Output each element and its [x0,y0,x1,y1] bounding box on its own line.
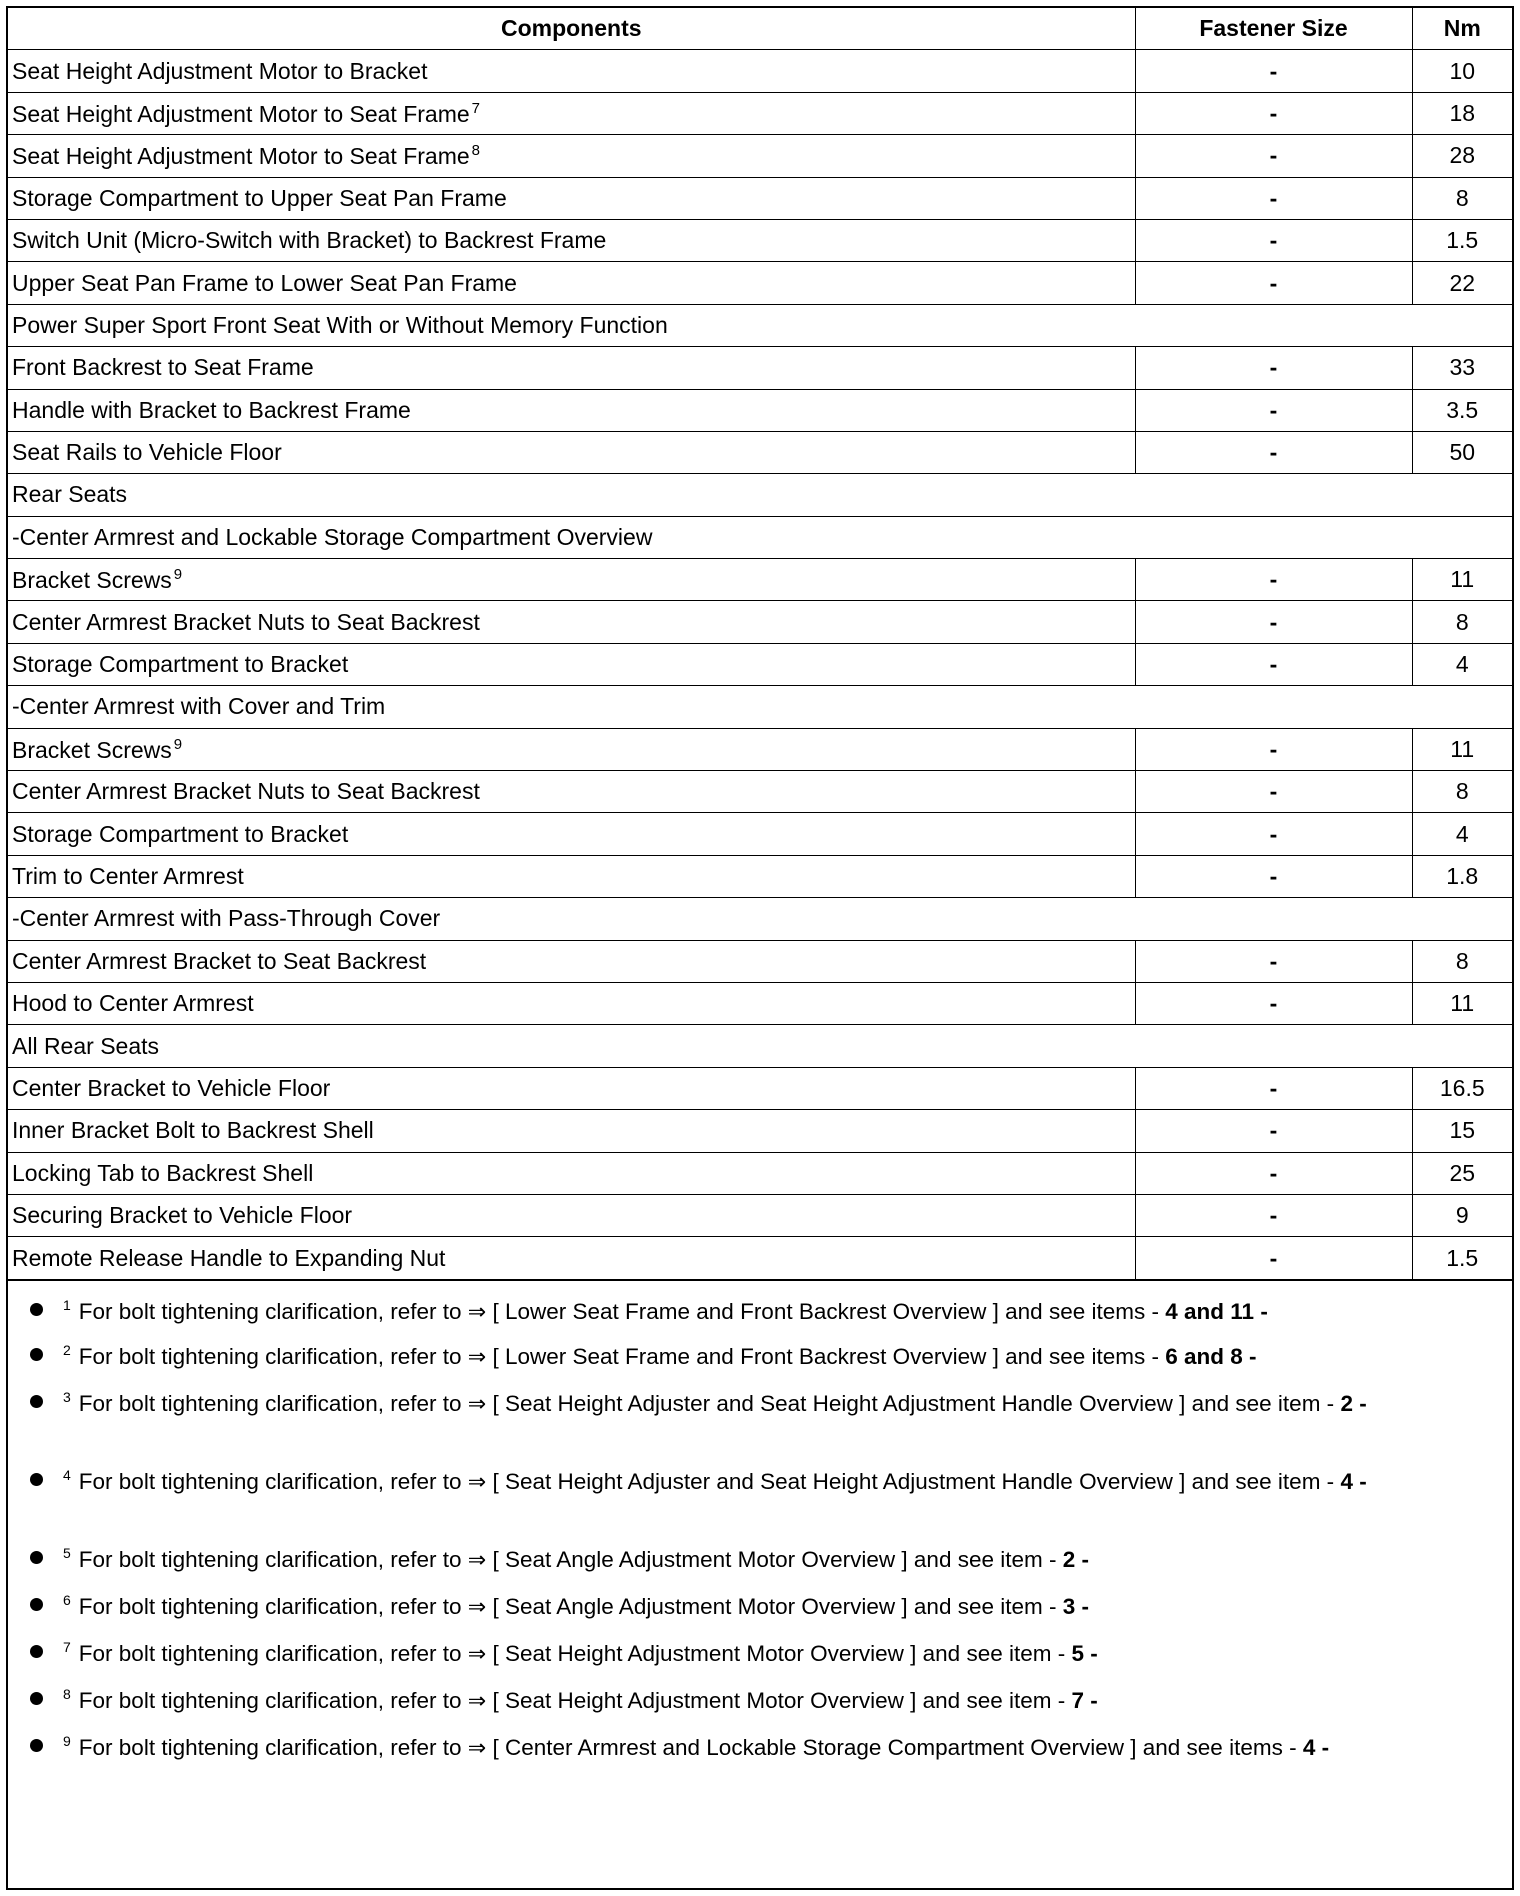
section-row [8,686,1512,728]
fastener-size-cell: - [1135,92,1412,134]
section-title [8,686,1512,728]
fastener-size-cell: - [1135,50,1412,92]
footnote-text: For bolt tightening clarification, refer to [78,1734,462,1760]
component-cell [8,1152,1135,1194]
footnote-item [8,1328,1512,1375]
footnote-see-text: and see items - [1005,1298,1159,1324]
footnote-item [8,1531,1512,1578]
footnote-number: 7 [63,1638,71,1655]
footnote-number: 3 [63,1388,71,1405]
footnote-link[interactable]: [ Center Armrest and Lockable Storage Compartment Overview ] [492,1734,1137,1760]
fastener-size-cell: - [1135,940,1412,982]
section-row [8,304,1512,346]
table-row [8,262,1512,304]
component-name: Locking Tab to Backrest Shell [12,1159,314,1186]
footnote-link[interactable]: [ Seat Height Adjuster and Seat Height Adjustment Handle Overview ] [492,1390,1186,1416]
torque-value-cell: 1.5 [1412,1237,1512,1279]
component-name: Trim to Center Armrest [12,863,244,889]
section-row [8,1025,1512,1067]
torque-value-cell: 25 [1412,1152,1512,1194]
torque-value-cell: 4 [1412,643,1512,685]
component-cell [8,559,1135,601]
footnote-end: - [1090,1687,1098,1713]
component-name: Front Backrest to Seat Frame [12,354,314,381]
component-cell [8,431,1135,473]
link-arrow-icon: ⇒ [467,1734,487,1760]
fastener-size-cell: - [1135,219,1412,261]
component-name: Power Super Sport Front Seat With or Without Memory Function [12,311,668,338]
torque-value-cell: 1.5 [1412,219,1512,261]
component-name: Switch Unit (Micro-Switch with Bracket) to Backrest Frame [12,227,607,254]
component-name: Bracket Screws [12,736,172,763]
table-body [8,50,1512,1279]
footnote-see-text: and see items - [1142,1734,1297,1760]
footnote-number: 8 [63,1685,71,1702]
torque-spec-sheet [6,6,1514,1890]
section-row [8,474,1512,516]
table-row [8,1067,1512,1109]
section-title [8,516,1512,558]
torque-value-cell: 50 [1412,431,1512,473]
footnote-marker: 9 [173,735,183,753]
component-name: -Center Armrest and Lockable Storage Compartment Overview [12,523,653,550]
table-row [8,1152,1512,1194]
footnote-end: - [1359,1468,1367,1494]
component-cell [8,262,1135,304]
fastener-size-cell: - [1135,347,1412,389]
footnote-items: 7 [1071,1687,1085,1713]
table-row [8,1194,1512,1236]
component-cell [8,940,1135,982]
component-name: -Center Armrest with Cover and Trim [12,693,386,720]
component-name: Storage Compartment to Bracket [12,820,349,847]
torque-value-cell: 28 [1412,135,1512,177]
link-arrow-icon: ⇒ [467,1640,487,1666]
table-row [8,347,1512,389]
header-components: Components [8,8,1135,50]
component-cell [8,643,1135,685]
link-arrow-icon: ⇒ [467,1593,487,1619]
table-row [8,50,1512,92]
table-row [8,813,1512,855]
table-header-row [8,8,1512,50]
footnote-see-text: and see items - [1005,1343,1159,1369]
footnote-items: 4 [1340,1468,1353,1494]
footnote-number: 5 [63,1544,71,1561]
footnote-text: For bolt tightening clarification, refer to [78,1343,462,1369]
footnote-text: For bolt tightening clarification, refer to [78,1546,462,1572]
torque-value-cell: 8 [1412,601,1512,643]
section-row [8,516,1512,558]
footnote-item [8,1375,1512,1453]
component-name: Securing Bracket to Vehicle Floor [12,1202,353,1229]
component-name: -Center Armrest with Pass-Through Cover [12,905,441,932]
component-cell [8,601,1135,643]
footnote-marker: 7 [471,99,481,117]
table-row [8,601,1512,643]
torque-value-cell: 16.5 [1412,1067,1512,1109]
footnote-link[interactable]: [ Lower Seat Frame and Front Backrest Overview ] [492,1343,999,1369]
table-row [8,771,1512,813]
table-row [8,559,1512,601]
footnote-text: For bolt tightening clarification, refer to [78,1298,462,1324]
fastener-size-cell: - [1135,431,1412,473]
footnote-text: For bolt tightening clarification, refer to [78,1640,462,1666]
component-cell [8,219,1135,261]
torque-value-cell: 8 [1412,771,1512,813]
link-arrow-icon: ⇒ [467,1468,487,1494]
section-title [8,474,1512,516]
footnote-link[interactable]: [ Seat Angle Adjustment Motor Overview ] [492,1593,908,1619]
footnote-end: - [1249,1343,1257,1369]
bullet-icon [30,1395,43,1408]
footnote-items: 2 [1062,1546,1076,1572]
table-row [8,728,1512,770]
footnote-item [8,1453,1512,1531]
link-arrow-icon: ⇒ [467,1343,487,1369]
component-cell [8,92,1135,134]
footnote-link[interactable]: [ Seat Angle Adjustment Motor Overview ] [492,1546,908,1572]
footnote-text: For bolt tightening clarification, refer to [78,1687,462,1713]
section-row [8,898,1512,940]
table-row [8,431,1512,473]
table-row [8,1110,1512,1152]
component-cell [8,177,1135,219]
footnote-item [8,1625,1512,1672]
footnote-text: For bolt tightening clarification, refer to [78,1468,462,1494]
torque-value-cell: 1.8 [1412,855,1512,897]
torque-value-cell: 15 [1412,1110,1512,1152]
fastener-size-cell: - [1135,1237,1412,1279]
footnote-see-text: and see item - [913,1546,1057,1572]
section-title [8,304,1512,346]
table-row [8,177,1512,219]
footnote-item [8,1281,1512,1328]
component-name: All Rear Seats [12,1032,160,1059]
footnote-number: 9 [63,1732,71,1749]
header-fastener-size: Fastener Size [1135,8,1412,50]
torque-table [8,8,1512,1280]
component-cell [8,1194,1135,1236]
table-row [8,982,1512,1024]
fastener-size-cell: - [1135,982,1412,1024]
footnote-end: - [1081,1546,1090,1572]
table-row [8,643,1512,685]
torque-value-cell: 11 [1412,728,1512,770]
bullet-icon [30,1303,43,1316]
component-name: Seat Height Adjustment Motor to Seat Frame [12,143,470,170]
bullet-icon [30,1739,43,1752]
footnote-number: 6 [63,1591,71,1608]
footnote-list [8,1280,1512,1766]
footnote-marker: 8 [471,142,481,160]
fastener-size-cell: - [1135,601,1412,643]
component-cell [8,50,1135,92]
footnote-item [8,1672,1512,1719]
header-nm: Nm [1412,8,1512,50]
component-cell [8,855,1135,897]
component-name: Bracket Screws [12,567,172,594]
footnote-link[interactable]: [ Lower Seat Frame and Front Backrest Overview ] [492,1298,999,1324]
component-cell [8,135,1135,177]
footnote-items: 2 [1340,1390,1353,1416]
component-cell [8,1067,1135,1109]
torque-value-cell: 22 [1412,262,1512,304]
fastener-size-cell: - [1135,1194,1412,1236]
footnote-text: For bolt tightening clarification, refer to [78,1593,462,1619]
footnote-see-text: and see item - [1191,1390,1335,1416]
footnote-number: 2 [63,1341,71,1358]
table-row [8,389,1512,431]
torque-value-cell: 4 [1412,813,1512,855]
component-name: Remote Release Handle to Expanding Nut [12,1244,446,1271]
footnote-marker: 9 [173,566,183,584]
footnote-end: - [1321,1734,1330,1760]
section-title [8,898,1512,940]
component-name: Seat Height Adjustment Motor to Bracket [12,57,428,84]
bullet-icon [30,1473,43,1486]
footnote-see-text: and see item - [922,1687,1066,1713]
component-name: Handle with Bracket to Backrest Frame [12,396,411,423]
fastener-size-cell: - [1135,559,1412,601]
torque-value-cell: 11 [1412,559,1512,601]
component-name: Hood to Center Armrest [12,990,254,1017]
link-arrow-icon: ⇒ [467,1687,487,1713]
component-name: Rear Seats [12,481,128,508]
fastener-size-cell: - [1135,135,1412,177]
fastener-size-cell: - [1135,728,1412,770]
torque-value-cell: 11 [1412,982,1512,1024]
footnote-link[interactable]: [ Seat Height Adjustment Motor Overview ] [492,1687,917,1713]
bullet-icon [30,1692,43,1705]
footnote-number: 1 [63,1296,71,1313]
table-row [8,855,1512,897]
torque-value-cell: 9 [1412,1194,1512,1236]
fastener-size-cell: - [1135,813,1412,855]
footnote-link[interactable]: [ Seat Height Adjuster and Seat Height Adjustment Handle Overview ] [492,1468,1186,1494]
footnote-end: - [1081,1593,1090,1619]
component-name: Center Armrest Bracket to Seat Backrest [12,947,427,974]
fastener-size-cell: - [1135,1110,1412,1152]
fastener-size-cell: - [1135,389,1412,431]
component-cell [8,771,1135,813]
footnote-item [8,1578,1512,1625]
component-cell [8,347,1135,389]
footnote-items: 5 [1071,1640,1085,1666]
component-name: Center Armrest Bracket Nuts to Seat Backrest [12,778,480,805]
fastener-size-cell: - [1135,643,1412,685]
table-row [8,1237,1512,1279]
table-row [8,219,1512,261]
torque-value-cell: 10 [1412,50,1512,92]
footnote-items: 6 and 8 [1165,1343,1243,1369]
footnote-end: - [1260,1298,1268,1324]
link-arrow-icon: ⇒ [467,1390,487,1416]
footnote-item [8,1719,1512,1766]
component-cell [8,982,1135,1024]
bullet-icon [30,1598,43,1611]
torque-value-cell: 8 [1412,940,1512,982]
footnote-text: For bolt tightening clarification, refer to [78,1390,462,1416]
component-name: Upper Seat Pan Frame to Lower Seat Pan Frame [12,269,517,296]
component-name: Storage Compartment to Upper Seat Pan Frame [12,184,507,211]
component-name: Seat Height Adjustment Motor to Seat Frame [12,100,470,127]
component-cell [8,728,1135,770]
torque-value-cell: 18 [1412,92,1512,134]
torque-value-cell: 3.5 [1412,389,1512,431]
component-name: Center Bracket to Vehicle Floor [12,1074,331,1101]
component-cell [8,813,1135,855]
footnote-items: 3 [1062,1593,1076,1619]
bullet-icon [30,1551,43,1564]
fastener-size-cell: - [1135,262,1412,304]
bullet-icon [30,1348,43,1361]
component-name: Inner Bracket Bolt to Backrest Shell [12,1117,374,1144]
link-arrow-icon: ⇒ [467,1298,487,1324]
torque-value-cell: 33 [1412,347,1512,389]
component-name: Seat Rails to Vehicle Floor [12,439,282,466]
fastener-size-cell: - [1135,1067,1412,1109]
bullet-icon [30,1645,43,1658]
table-row [8,92,1512,134]
footnote-see-text: and see item - [922,1640,1066,1666]
footnote-items: 4 and 11 [1165,1298,1255,1324]
fastener-size-cell: - [1135,177,1412,219]
footnote-items: 4 [1302,1734,1316,1760]
table-row [8,940,1512,982]
footnote-see-text: and see item - [913,1593,1057,1619]
fastener-size-cell: - [1135,855,1412,897]
fastener-size-cell: - [1135,771,1412,813]
component-cell [8,1237,1135,1279]
fastener-size-cell: - [1135,1152,1412,1194]
footnote-see-text: and see item - [1191,1468,1335,1494]
footnote-link[interactable]: [ Seat Height Adjustment Motor Overview ] [492,1640,917,1666]
torque-value-cell: 8 [1412,177,1512,219]
component-cell [8,1110,1135,1152]
link-arrow-icon: ⇒ [467,1546,487,1572]
table-row [8,135,1512,177]
footnote-number: 4 [63,1466,71,1483]
component-name: Center Armrest Bracket Nuts to Seat Backrest [12,608,480,635]
section-title [8,1025,1512,1067]
component-cell [8,389,1135,431]
component-name: Storage Compartment to Bracket [12,651,349,678]
footnote-end: - [1090,1640,1098,1666]
footnote-end: - [1359,1390,1367,1416]
